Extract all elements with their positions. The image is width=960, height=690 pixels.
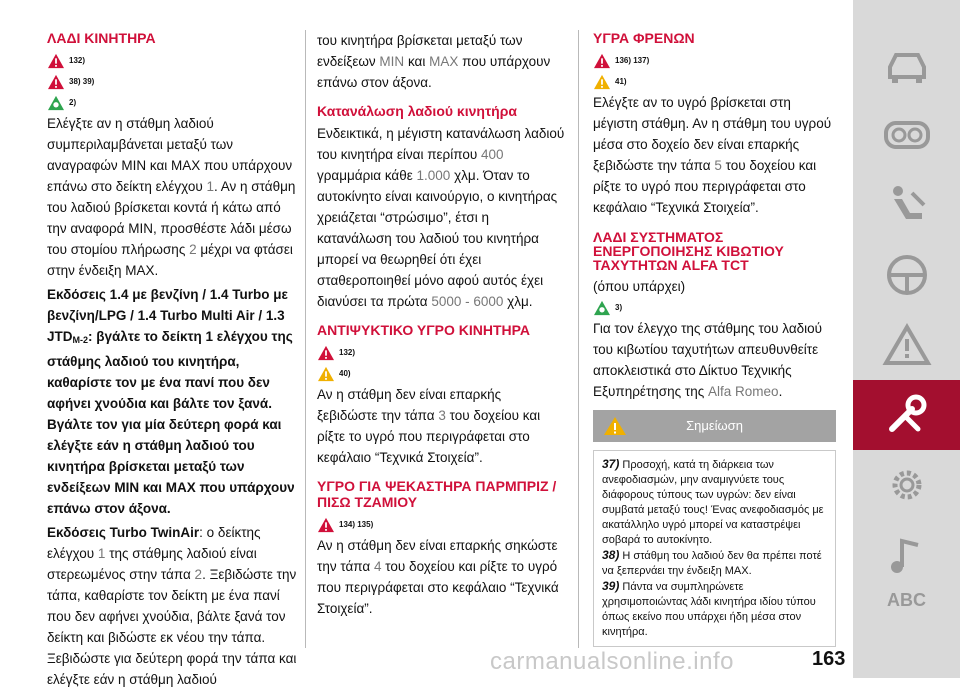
chapter-index-tab[interactable]	[853, 565, 960, 635]
caution-triangle-icon	[603, 416, 627, 436]
chapter-dashboard-tab[interactable]	[853, 100, 960, 170]
column-2	[317, 30, 565, 619]
watermark: carmanualsonline.info	[490, 648, 734, 675]
column-divider	[305, 30, 306, 648]
car-icon	[882, 43, 932, 87]
heading-coolant: ΑΝΤΙΨΥΚΤΙΚΟ ΥΓΡΟ ΚΙΝΗΤΗΡΑ	[317, 322, 531, 338]
note-header: Σημείωση	[593, 410, 836, 442]
danger-triangle-icon	[317, 345, 335, 361]
column-1	[47, 30, 297, 690]
chapter-safety-tab[interactable]	[853, 170, 960, 240]
environment-ref-gearbox: 3)	[593, 297, 836, 318]
steering-wheel-icon	[882, 253, 932, 297]
heading-gearbox-oil: ΛΑΔΙ ΣΥΣΤΗΜΑΤΟΣ ΕΝΕΡΓΟΠΟΙΗΣΗΣ ΚΙΒΩΤΙΟΥ ΤΑΧΥΤΗΤΩΝ ALFA TCT	[593, 229, 784, 273]
heading-engine-oil: ΛΑΔΙ ΚΙΝΗΤΗΡΑ	[47, 30, 156, 46]
heading-washer-fluid: ΥΓΡΟ ΓΙΑ ΨΕΚΑΣΤΗΡΑ ΠΑΡΜΠΡΙΖ / ΠΙΣΩ ΤΖΑΜΙΟΥ	[317, 478, 557, 510]
warning-ref-brakes-2: 41)	[593, 71, 836, 92]
chapter-technical-tab[interactable]	[853, 450, 960, 520]
column-divider	[578, 30, 579, 648]
warning-ref-brakes-1: 136) 137)	[593, 50, 836, 71]
note-38: 38) Η στάθμη του λαδιού δεν θα πρέπει ποτέ να ξεπερνάει την ένδειξη MAX.	[602, 548, 822, 577]
wrench-icon	[882, 393, 932, 437]
page-number: 163	[812, 648, 846, 670]
caution-triangle-icon	[593, 74, 611, 90]
chapter-emergency-tab[interactable]	[853, 310, 960, 380]
warning-ref-2: 38) 39)	[47, 71, 297, 92]
paragraph-oil-consumption: Ενδεικτικά, η μέγιστη κατανάλωση λαδιού του κινητήρα είναι περίπου 400 γραμμάρια κάθε 1.000 χλμ. Όταν το αυτοκίνητο είναι καινούργιο, ο κινητήρας χρειάζεται “στρώσιμο”, έτσι η κατανάλωση του λαδιού του κινητήρα μπορεί να θεωρηθεί ότι έχει σταθεροποιηθεί μόνο αφού αυτός έχει διανύσει τα πρώτα 5000 - 6000 χλμ.	[317, 126, 565, 309]
danger-triangle-icon	[47, 74, 65, 90]
caution-triangle-icon	[317, 366, 335, 382]
warning-ref-coolant-2: 40)	[317, 363, 565, 384]
warning-triangle-icon	[882, 323, 932, 367]
seat-person-icon	[882, 183, 932, 227]
paragraph-oil-level-cont: του κινητήρα βρίσκεται μεταξύ των ενδείξεων ΜΙΝ και ΜΑΧ που υπάρχουν επάνω στον άξονα.	[317, 33, 551, 90]
paragraph-gearbox-oil: Για τον έλεγχο της στάθμης του λαδιού του κιβωτίου ταχυτήτων απευθυνθείτε αποκλειστικά στο Δίκτυο Τεχνικής Εξυπηρέτησης της Alfa Romeo.	[593, 321, 823, 399]
note-37: 37) Προσοχή, κατά τη διάρκεια των ανεφοδιασμών, μην αναμιγνύετε τους διάφορους τύπους των υγρών: δεν είναι συμβατά μεταξύ τους! Ένας ανεφοδιασμός με ακατάλληλο υγρό μπορεί να καταστρέψει σοβαρά το αυτοκίνητο.	[602, 457, 824, 546]
column-3	[593, 30, 836, 647]
environment-triangle-icon	[593, 300, 611, 316]
chapter-car-tab[interactable]	[853, 30, 960, 100]
note-box	[593, 450, 836, 647]
warning-ref-coolant-1: 132)	[317, 342, 565, 363]
danger-triangle-icon	[47, 53, 65, 69]
chapter-sidebar	[853, 0, 960, 678]
paragraph-coolant: Αν η στάθμη δεν είναι επαρκής ξεβιδώστε την τάπα 3 του δοχείου και ρίξτε το υγρό που περιγράφεται στο κεφάλαιο “Τεχνικά Στοιχεία”.	[317, 387, 541, 465]
paragraph-oil-level: Ελέγξτε αν η στάθμη λαδιού συμπεριλαμβάνεται μεταξύ των αναγραφών ΜΙΝ και ΜΑΧ που υπάρχουν επάνω στο δείκτη ελέγχου 1. Αν η στάθμη του λαδιού βρίσκεται κοντά ή κάτω από την αναφορά ΜΙΝ, προσθέστε λάδι μέσω του στομίου πλήρωσης 2 μέχρι να φτάσει στην ένδειξη ΜΑΧ.	[47, 116, 296, 278]
note-39: 39) Πάντα να συμπληρώνετε χρησιμοποιώντας λάδι κινητήρα ιδίου τύπου όπως εκείνο που υπάρχει ήδη μέσα στον κινητήρα.	[602, 579, 816, 638]
warning-ref-1: 132)	[47, 50, 297, 71]
paragraph-twinair: Εκδόσεις Turbo TwinAir: ο δείκτης ελέγχου 1 της στάθμης λαδιού είναι στερεωμένος στην τάπα 2. Ξεβιδώστε την τάπα, καθαρίστε τον δείκτη με ένα πανί που δεν αφήνει χνούδια, βάλτε ξανά τον δείκτη και βιδώστε εκ νέου την τάπα. Ξεβιδώστε για δεύτερη φορά την τάπα και ελέγξτε εάν η στάθμη λαδιού	[47, 525, 297, 687]
warning-ref-washer: 134) 135)	[317, 514, 565, 535]
dashboard-icon	[882, 113, 932, 157]
gear-icon	[882, 463, 932, 507]
paragraph-brake-fluid: Ελέγξτε αν το υγρό βρίσκεται στη μέγιστη στάθμη. Αν η στάθμη του υγρού μέσα στο δοχείο δεν είναι επαρκής ξεβιδώστε την τάπα 5 του δοχείου και ρίξτε το υγρό που περιγράφεται στο κεφάλαιο “Τεχνικά Στοιχεία”.	[593, 95, 832, 215]
danger-triangle-icon	[317, 517, 335, 533]
paragraph-petrol-versions: Εκδόσεις 1.4 με βενζίνη / 1.4 Turbo με βενζίνη/LPG / 1.4 Turbo Multi Air / 1.3 $JTD_{M-2}$: βγάλτε το δείκτη 1 ελέγχου της στάθμης λαδιού του κινητήρα, καθαρίστε τον με ένα πανί που δεν αφήνει χνούδια και βάλτε τον ξανά. Βγάλτε τον για μία δεύτερη φορά και ελέγξτε εάν η στάθμη λαδιού του κινητήρα βρίσκεται μεταξύ των ενδείξεων MIN και MAX που υπάρχουν επάνω στον άξονα.	[47, 287, 295, 516]
heading-brake-fluid: ΥΓΡΑ ΦΡΕΝΩΝ	[593, 30, 695, 46]
danger-triangle-icon	[593, 53, 611, 69]
heading-oil-consumption: Κατανάλωση λαδιού κινητήρα	[317, 103, 518, 119]
gearbox-note: (όπου υπάρχει)	[593, 279, 686, 294]
environment-triangle-icon	[47, 95, 65, 111]
chapter-driving-tab[interactable]	[853, 240, 960, 310]
index-label: ABC	[887, 589, 926, 610]
paragraph-washer-fluid: Αν η στάθμη δεν είναι επαρκής σηκώστε την τάπα 4 του δοχείου και ρίξτε το υγρό που περιγράφεται στο κεφάλαιο “Τεχνικά Στοιχεία”.	[317, 538, 559, 616]
environment-ref: 2)	[47, 92, 297, 113]
chapter-maintenance-tab[interactable]	[853, 380, 960, 450]
